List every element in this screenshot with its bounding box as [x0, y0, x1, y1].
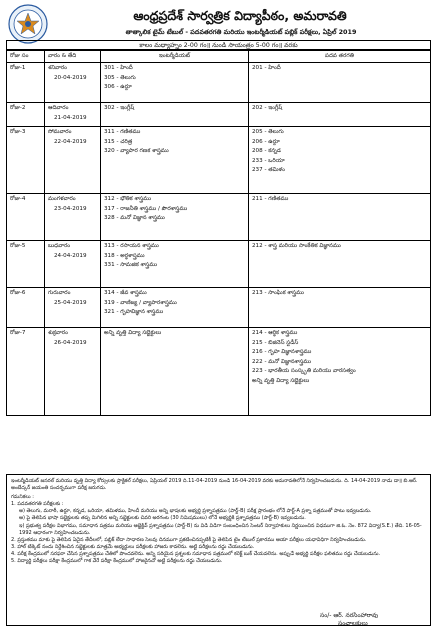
note-item: ఆ) పై తెలిపిన భాషా సబ్జెక్టులకు తప్ప మిగిలిన అన్ని సబ్జెక్టులకు చివరి అరగంట (30 నిమిషములు) లోనే అభ్యర్థికి ప్రశ్నాపత్రము (పార్ట్-B) ఇవ్వబడును.	[19, 515, 306, 522]
day-cell: రోజు-5	[7, 241, 45, 288]
page-title: ఆంధ్రప్రదేశ్ సార్వత్రిక విద్యాపీఠం, అమరావతి	[133, 8, 347, 23]
subject-entry: 223 - భారతీయ సంస్కృతి మరియు వారసత్వం	[252, 368, 356, 374]
subject-entry: 208 - కన్నడ	[252, 148, 281, 154]
note-item: 1. పదవతరగతి పరీక్షలకు :	[11, 501, 64, 508]
inter-subjects-cell	[101, 127, 249, 194]
day-cell: రోజు-2	[7, 103, 45, 127]
note-item: 5. విద్యార్థి పరీక్షలు పరీక్షా కేంద్రములో గాక వేరే పరీక్షా కేంద్రములో హాజరైనచో అట్టి పరీక్షలను రద్దు చేయబడును.	[11, 558, 223, 565]
weekday: బుధవారం	[48, 243, 71, 249]
subject-entry: 314 - జీవ శాస్త్రము	[104, 290, 147, 296]
subject-entry: 216 - గృహ విజ్ఞానశాస్త్రము	[252, 349, 312, 355]
note-item: 2. ప్రస్తుతము మాకు పై తెలిపిన ఏదైన తేదీలలో, పబ్లిక్ లేదా సాధారణ సెలవు దినముగా ప్రకటించినప్పటికీ పై తెలిపిన టైం టేబుల్ ప్రకారము ఆయా పరీక్షలు యధావిధిగా నిర్వహించబడును.	[11, 536, 367, 543]
inter-subjects-cell	[101, 288, 249, 328]
exam-date: 24-04-2019	[54, 252, 87, 259]
subject-entry: 233 - ఒరియా	[252, 157, 285, 164]
note-item: అ) తెలుగు, మరాఠీ, ఉర్దూ, కన్నడ, ఒరియా, తమిళము, హిందీ మరియు అన్ని భాషలకు అభ్యర్థి ప్రశ్నాపత్రము (పార్ట్-B) పరీక్ష ప్రారంభం లోనే పార్ట్-A ప్రశ్నా పత్రముతో పాటు ఇవ్వబడును.	[19, 508, 372, 515]
exam-date: 22-04-2019	[54, 138, 87, 145]
date-cell	[45, 194, 101, 241]
day-cell: రోజు-7	[7, 328, 45, 416]
subject-entry: 331 - సామజిక శాస్త్రము	[104, 262, 158, 268]
subject-entry: 319 - వాణిజ్య / వ్యాపారశాస్త్రము	[104, 299, 177, 306]
inter-subjects-cell	[101, 328, 249, 416]
notes-intro: ఇంటర్మీడియట్ జనరల్ మరియు వృత్తి విద్యా కోర్సులకు ప్రాక్టికల్ పరీక్షలు, ఏప్రియల్ 2019 ది.11-04-2019 నుండి 16-04-2019 వరకు అమరావతిలోనే నిర్వహించబడును. ది. 14-04-2019 నాడు డా॥ బి.ఆర్. అంబేద్కర్ జయంతి సందర్భముగా పరీక్ష జరుగదు.	[11, 478, 418, 492]
date-cell	[45, 241, 101, 288]
notes-list	[11, 501, 426, 565]
page-subtitle: తాత్కాలిక టైమ్ టేబుల్ - పదవతరగతి మరియు ఇంటర్మీడియట్ పబ్లిక్ పరీక్షలు, ఏప్రిల్ 2019	[125, 28, 357, 36]
subject-entry: 317 - రాజనీతి శాస్త్రము / పౌరశాస్త్రము	[104, 205, 188, 212]
ssc-subjects-cell	[249, 103, 431, 127]
subject-entry: 318 - అర్థశాస్త్రము	[104, 252, 145, 259]
subject-entry: 206 - ఉర్దూ	[252, 138, 280, 145]
subject-entry: 222 - మనో విజ్ఞానశాస్త్రము	[252, 358, 312, 365]
date-cell	[45, 127, 101, 194]
subject-entry: 306 - ఉర్దూ	[104, 84, 132, 90]
subject-entry: 202 - ఇంగ్లీష్	[252, 105, 283, 111]
timetable	[6, 50, 431, 416]
table-row	[7, 288, 431, 328]
day-cell: రోజు-1	[7, 63, 45, 103]
subject-entry: 212 - శాస్త్ర మరియు సాంకేతిక విజ్ఞానము	[252, 243, 341, 249]
table-row	[7, 194, 431, 241]
weekday: ఆదివారం	[48, 105, 69, 111]
weekday: మంగళవారం	[48, 196, 76, 202]
inter-subjects-cell	[101, 241, 249, 288]
date-cell	[45, 328, 101, 416]
table-header-row	[7, 51, 431, 63]
ssc-subjects-cell	[249, 194, 431, 241]
exam-date: 26-04-2019	[54, 339, 87, 346]
table-row	[7, 63, 431, 103]
weekday: సోమవారం	[48, 129, 72, 135]
ssc-subjects-cell	[249, 63, 431, 103]
subject-entry: అన్ని వృత్తి విద్యా సబ్జెక్టులు	[252, 377, 310, 384]
exam-date: 23-04-2019	[54, 205, 87, 212]
date-cell	[45, 103, 101, 127]
exam-date: 20-04-2019	[54, 74, 87, 81]
subject-entry: 302 - ఇంగ్లీష్	[104, 105, 135, 111]
subject-entry: 237 - తమిళం	[252, 167, 285, 173]
ssc-subjects-cell	[249, 241, 431, 288]
subject-entry: 215 - బిజినెస్ స్టడీస్	[252, 339, 299, 346]
subject-entry: 205 - తెలుగు	[252, 129, 284, 135]
day-cell: రోజు-3	[7, 127, 45, 194]
subject-entry: 211 - గణితము	[252, 196, 289, 202]
table-row	[7, 241, 431, 288]
subject-entry: 311 - గణితము	[104, 129, 141, 135]
signature-name: సం/- ఆర్. నరసింహారావు	[320, 612, 379, 619]
date-cell	[45, 63, 101, 103]
notes-box	[6, 474, 431, 626]
subject-entry: 301 - హిందీ	[104, 65, 133, 71]
notes-heading: గమనికలు :	[11, 494, 34, 501]
column-header: ఇంటర్మీడియట్	[101, 51, 249, 63]
inter-subjects-cell	[101, 103, 249, 127]
ssc-subjects-cell	[249, 127, 431, 194]
weekday: శనివారం	[48, 65, 68, 71]
university-logo	[8, 4, 48, 44]
date-cell	[45, 288, 101, 328]
subject-entry: 213 - సాంఘిక శాస్త్రము	[252, 290, 304, 296]
subject-entry: 305 - తెలుగు	[104, 74, 136, 81]
subject-entry: 321 - గృహవిజ్ఞాన శాస్త్రము	[104, 309, 164, 315]
signature-title: సంచాలకులు	[338, 620, 368, 627]
subject-entry: 214 - ఆర్థిక శాస్త్రము	[252, 330, 298, 336]
signature-block	[320, 612, 378, 628]
ssc-subjects-cell	[249, 328, 431, 416]
subject-entry: 312 - భౌతిక శాస్త్రము	[104, 196, 152, 202]
subject-entry: అన్ని వృత్తి విద్యా సబ్జెక్టులు	[104, 330, 162, 336]
inter-subjects-cell	[101, 194, 249, 241]
day-cell: రోజు-6	[7, 288, 45, 328]
note-item: ఇ) ప్రభుత్వ పరీక్షల విభాగము, సమాధాన పత్రము మరియు ఆబ్జెక్టివ్ ప్రశ్నాపత్రము (పార్ట్-B) ను విడి విడిగా సంబంధించిన సెంటర్ నిర్వాహకులు నిర్ణయించిన విధముగా జి.ఓ. నెం. 872 విద్యా(S.E.) తేది. 16-05-1992 ఆధారంగా నిర్వహించబడును.	[19, 522, 422, 536]
column-header: రోజు సం	[7, 51, 45, 63]
weekday: శుక్రవారం	[48, 330, 68, 336]
note-item: 3. హాల్ టిక్కెట్ నందు నిర్దేశించిన సబ్జెక్టులకు మాత్రమే అభ్యర్థులు పరీక్షలకు హాజరు కావలెను. అట్టి పరీక్షలను రద్దు చేయబడును.	[11, 543, 255, 550]
table-row	[7, 328, 431, 416]
subject-entry: 320 - వ్యాపార గణక శాస్త్రము	[104, 148, 169, 154]
day-cell: రోజు-4	[7, 194, 45, 241]
subject-entry: 328 - మనో విజ్ఞాన శాస్త్రము	[104, 215, 165, 221]
inter-subjects-cell	[101, 63, 249, 103]
time-bar: కాలం మధ్యాహ్నం 2-00 గం॥ నుండి సాయంత్రం 5-00 గం॥ వరకు	[6, 40, 431, 50]
exam-date: 21-04-2019	[54, 114, 87, 121]
subject-entry: 315 - చరిత్ర	[104, 138, 133, 145]
weekday: గురువారం	[48, 290, 71, 296]
table-row	[7, 103, 431, 127]
subject-entry: 201 - హిందీ	[252, 65, 281, 71]
note-item: 4. పరీక్ష కేంద్రములో సరఫరా చేసిన ప్రశ్నాపత్రము చేతిలో పొందవలెను. అన్ని సరియైన ప్రశ్నలకు సమాధాన పత్రములో కరెక్ట్ బుక్ చేయవలెను. అప్పుడే అభ్యర్థి పరీక్షల ఫలితము రద్దు చేయబడును.	[11, 550, 381, 557]
column-header: పదవ తరగతి	[249, 51, 431, 63]
table-row	[7, 127, 431, 194]
subject-entry: 313 - రసాయన శాస్త్రము	[104, 243, 159, 249]
ssc-subjects-cell	[249, 288, 431, 328]
exam-date: 25-04-2019	[54, 299, 87, 306]
column-header: వారం & తేది	[45, 51, 101, 63]
